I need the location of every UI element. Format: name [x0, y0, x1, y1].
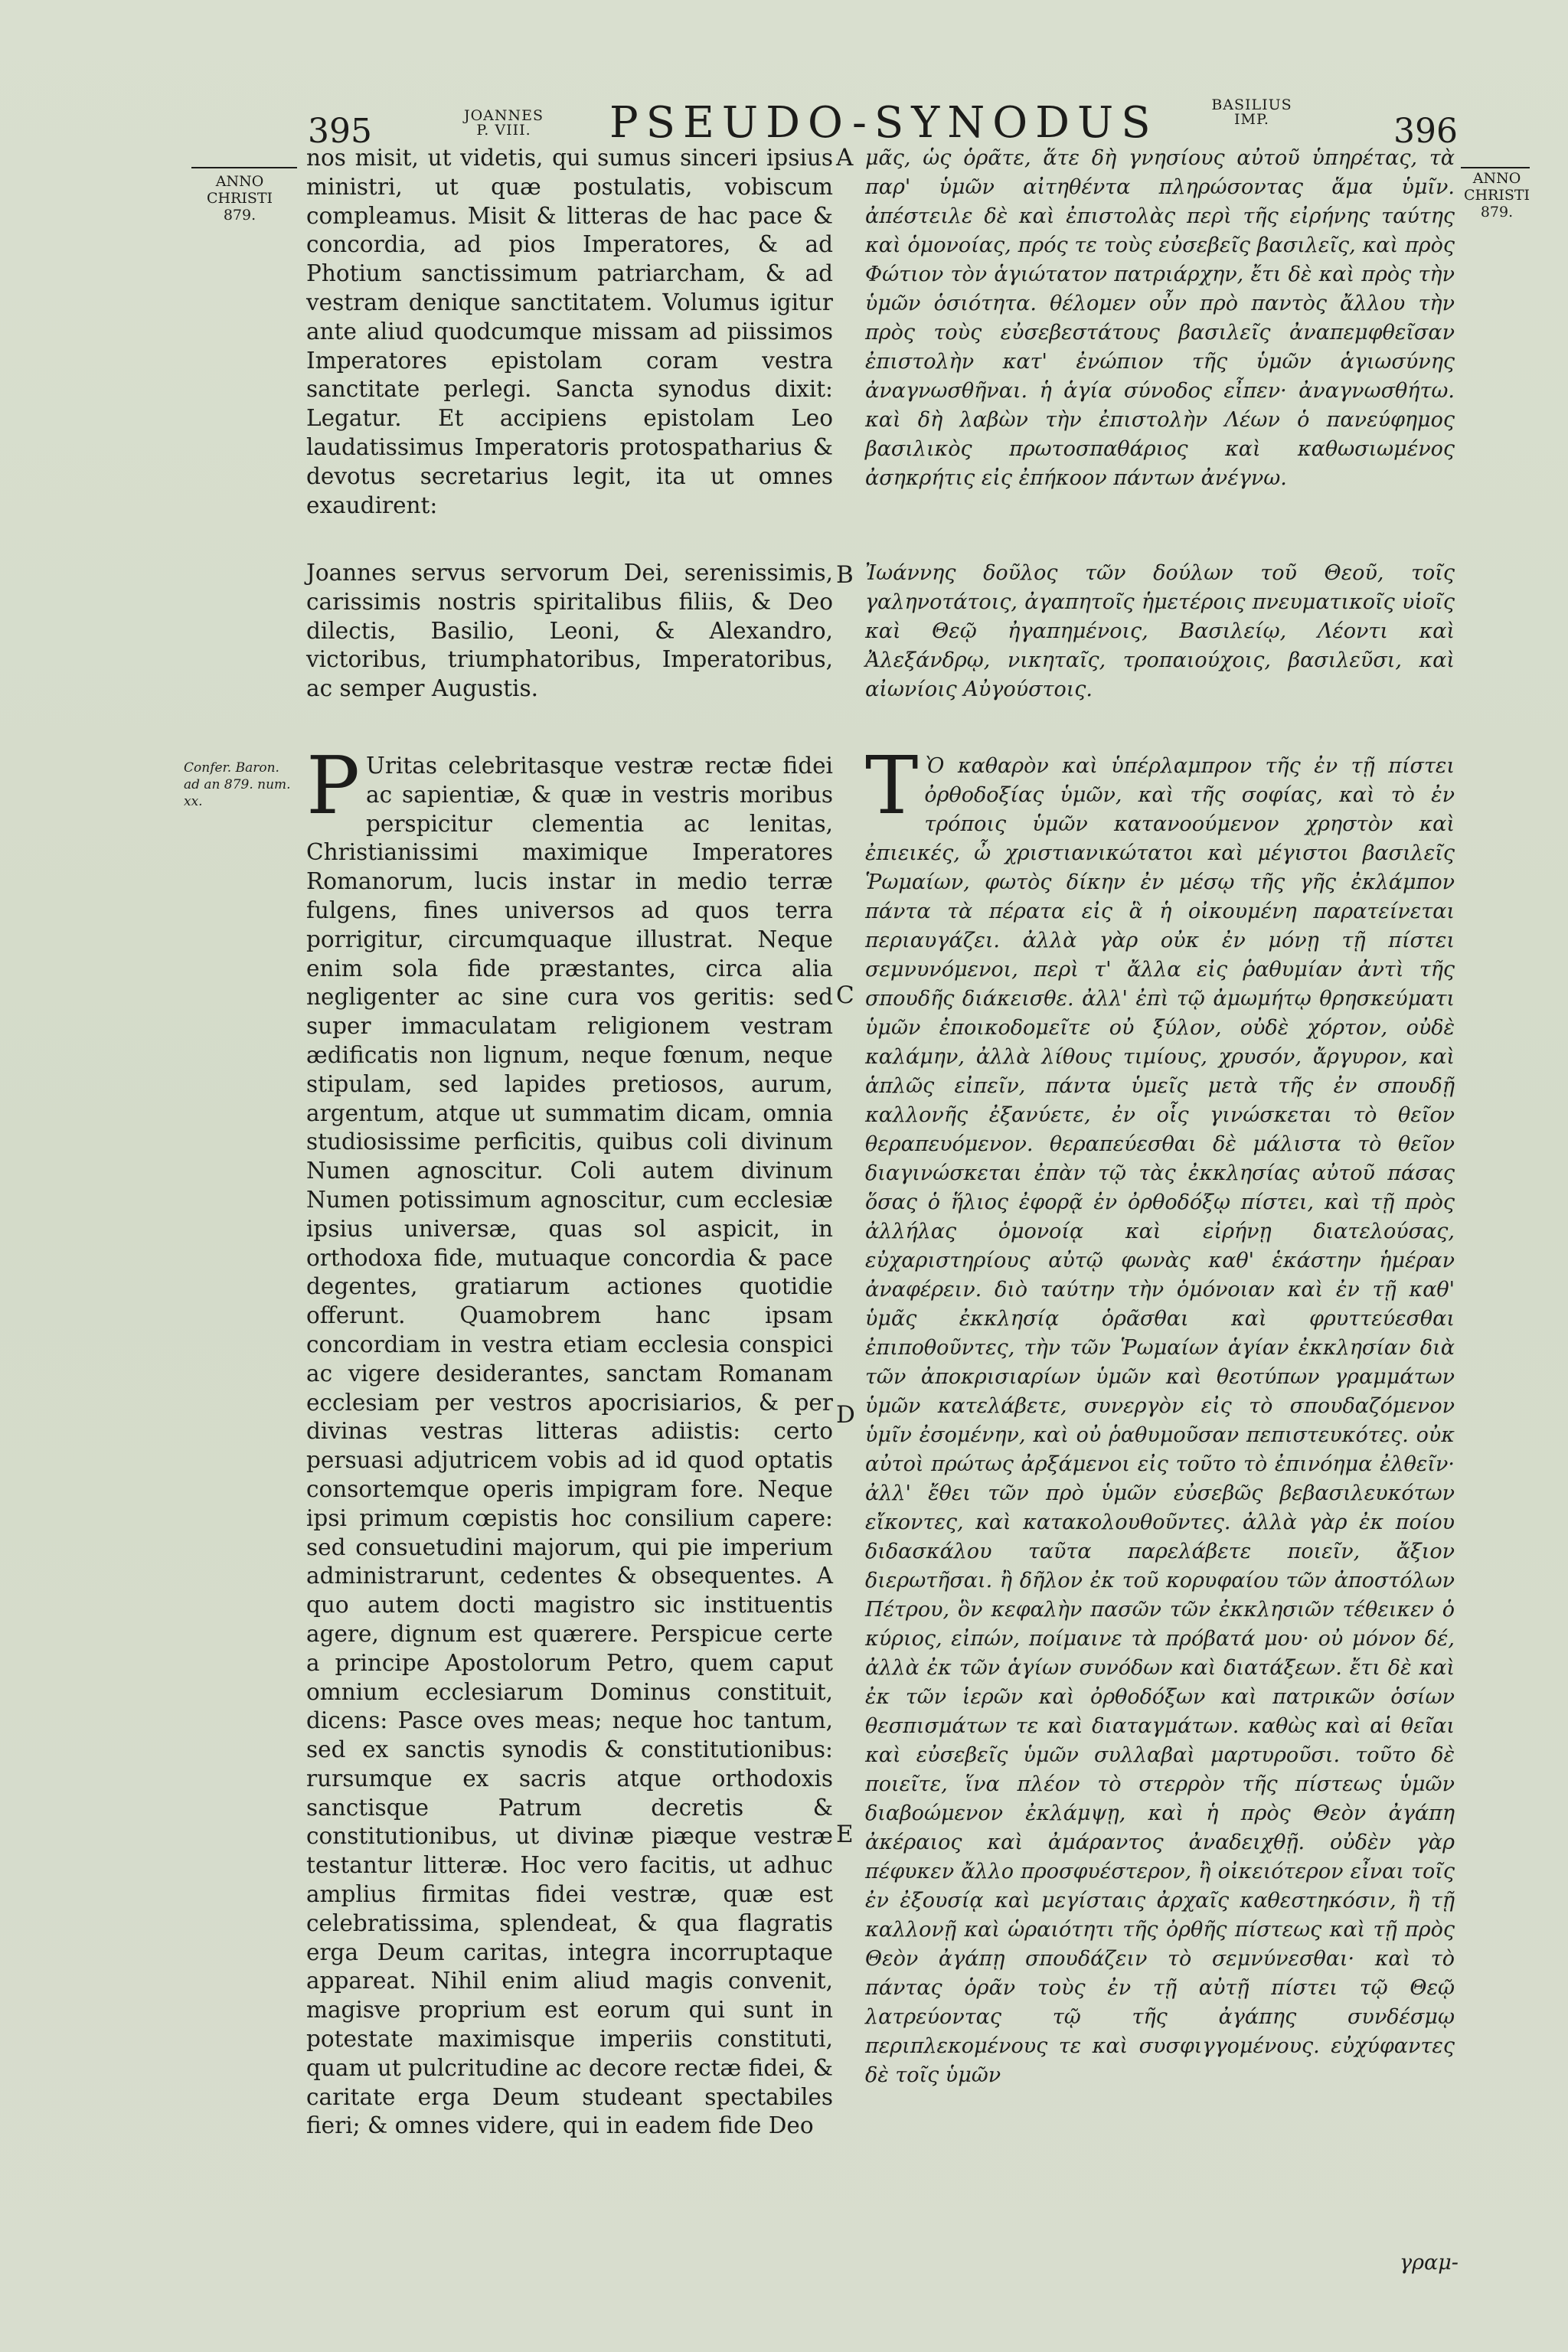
- section-marker-c: C: [836, 982, 854, 1009]
- margin-note-right: ANNO CHRISTI 879.: [1463, 170, 1530, 220]
- section-marker-a: A: [836, 144, 854, 172]
- greek-text-1: μᾶς, ὡς ὁρᾶτε, ἅτε δὴ γνησίους αὐτοῦ ὑπηρέτας, τὰ παρ' ὑμῶν αἰτηθέντα πληρώσοντας ἅμα ὑμῖν. ἀπέστειλε δὲ καὶ ἐπιστολὰς περὶ τῆς εἰρήνης ταύτης καὶ ὁμονοίας, πρός τε τοὺς εὐσεβεῖς βασιλεῖς, καὶ πρὸς Φώτιον τὸν ἁγιώτατον πατριάρχην, ἔτι δὲ καὶ πρὸς τὴν ὑμῶν ὁσιότητα. θέλομεν οὖν πρὸ παντὸς ἄλλου τὴν πρὸς τοὺς εὐσεβεστάτους βασιλεῖς ἀναπεμφθεῖσαν ἐπιστολὴν κατ' ἐνώπιον τῆς ὑμῶν ἁγιωσύνης ἀναγνωσθῆναι. ἡ ἁγία σύνοδος εἶπεν· ἀναγνωσθήτω. καὶ δὴ λαβὼν τὴν ἐπιστολὴν Λέων ὁ πανεύφημος βασιλικὸς πρωτοσπαθάριος καὶ καθωσιωμένος ἀσηκρήτις εἰς ἐπήκοον πάντων ἀνέγνω.: [865, 146, 1455, 490]
- latin-text-2: Joannes servus servorum Dei, serenissimis, carissimis nostris spiritalibus filiis, & Deo dilectis, Basilio, Leoni, & Alexandro, victoribus, triumphatoribus, Imperatoribus, ac semper Augustis.: [306, 560, 833, 702]
- catchword: γραμ-: [1400, 2251, 1459, 2275]
- greek-text-2: Ἰωάννης δοῦλος τῶν δούλων τοῦ Θεοῦ, τοῖς γαληνοτάτοις, ἀγαπητοῖς ἡμετέροις πνευματικοῖς υἱοῖς καὶ Θεῷ ἠγαπημένοις, Βασιλείῳ, Λέοντι καὶ Ἀλεξάνδρῳ, νικηταῖς, τροπαιούχοις, βασιλεῦσι, καὶ αἰωνίοις Αὐγούστοις.: [865, 561, 1455, 701]
- running-head-right: BASILIUS IMP.: [1211, 96, 1292, 128]
- greek-text-3: Ὸ καθαρὸν καὶ ὑπέρλαμπρον τῆς ἐν τῇ πίστει ὀρθοδοξίας ὑμῶν, καὶ τῆς σοφίας, καὶ τὸ ἐν τρόποις ὑμῶν κατανοούμενον χρηστὸν καὶ ἐπιεικές, ὦ χριστιανικώτατοι καὶ μέγιστοι βασιλεῖς Ῥωμαίων, φωτὸς δίκην ἐν μέσῳ τῆς γῆς ἐκλάμπον πάντα τὰ πέρατα εἰς ἃ ἡ οἰκουμένη παρατείνεται περιαυγάζει. ἀλλὰ γὰρ οὐκ ἐν μόνῃ τῇ πίστει σεμνυνόμενοι, περὶ τ' ἄλλα εἰς ῥαθυμίαν ἀντὶ τῆς σπουδῆς διάκεισθε. ἀλλ' ἐπὶ τῷ ἀμωμήτῳ θρησκεύματι ὑμῶν ἐποικοδομεῖτε οὐ ξύλον, οὐδὲ χόρτον, οὐδὲ καλάμην, ἀλλὰ λίθους τιμίους, χρυσόν, ἄργυρον, καὶ ἁπλῶς εἰπεῖν, πάντα ὑμεῖς μετὰ τῆς ἐν σπουδῇ καλλονῆς ἐξανύετε, ἐν οἷς γινώσκεται τὸ θεῖον θεραπευόμενον. θεραπεύεσθαι δὲ μάλιστα τὸ θεῖον διαγινώσκεται ἐπὰν τῷ τὰς ἐκκλησίας αὐτοῦ πάσας ὅσας ὁ ἥλιος ἐφορᾷ ἐν ὀρθοδόξῳ πίστει, καὶ τῇ πρὸς ἀλλήλας ὁμονοίᾳ καὶ εἰρήνῃ διατελούσας, εὐχαριστηρίους αὐτῷ φωνὰς καθ' ἑκάστην ἡμέραν ἀναφέρειν. διὸ ταύτην τὴν ὁμόνοιαν καὶ ἐν τῇ καθ' ὑμᾶς ἐκκλησίᾳ ὁρᾶσθαι καὶ φρυττεύεσθαι ἐπιποθοῦντες, τὴν τῶν Ῥωμαίων ἁγίαν ἐκκλησίαν διὰ τῶν ἀποκρισιαρίων ὑμῶν καὶ θεοτύπων γραμμάτων ὑμῶν κατελάβετε, συνεργὸν εἰς τὸ σπουδαζόμενον ὑμῖν ἐσομένην, καὶ οὐ ῥαθυμοῦσαν πεπιστευκότες. οὐκ αὐτοὶ πρώτως ἀρξάμενοι εἰς τοῦτο τὸ ἐπινόημα ἐλθεῖν· ἀλλ' ἔθει τῶν πρὸ ὑμῶν εὐσεβῶς βεβασιλευκότων εἴκοντες, καὶ κατακολουθοῦντες. ἀλλὰ γὰρ ἐκ ποίου διδασκάλου ταῦτα παρελάβετε ποιεῖν, ἄξιον διερωτῆσαι. ἢ δῆλον ἐκ τοῦ κορυφαίου τῶν ἀποστόλων Πέτρου, ὃν κεφαλὴν πασῶν τῶν ἐκκλησιῶν τέθεικεν ὁ κύριος, εἰπών, ποίμαινε τὰ πρόβατά μου· οὐ μόνον δέ, ἀλλὰ ἐκ τῶν ἁγίων συνόδων καὶ διατάξεων. ἔτι δὲ καὶ ἐκ τῶν ἱερῶν καὶ ὀρθοδόξων καὶ πατρικῶν ὁσίων θεσπισμάτων τε καὶ διαταγμάτων. καθὼς καὶ αἱ θεῖαι καὶ εὐσεβεῖς ὑμῶν συλλαβαὶ μαρτυροῦσι. τοῦτο δὲ ποιεῖτε, ἵνα πλέον τὸ στερρὸν τῆς πίστεως ὑμῶν διαβοώμενον ἐκλάμψῃ, καὶ ἡ πρὸς Θεὸν ἀγάπη ἀκέραιος καὶ ἀμάραντος ἀναδειχθῇ. οὐδὲν γὰρ πέφυκεν ἄλλο προσφυέστερον, ἢ οἰκειότερον εἶναι τοῖς ἐν ἐξουσίᾳ καὶ μεγίσταις ἀρχαῖς καθεστηκόσιν, ἢ τῇ καλλονῇ καὶ ὡραιότητι τῆς ὀρθῆς πίστεως καὶ τῇ πρὸς Θεὸν ἀγάπῃ σπουδάζειν τὸ σεμνύνεσθαι· καὶ τὸ πάντας ὁρᾶν τοὺς ἐν τῇ αὐτῇ πίστει τῷ Θεῷ λατρεύοντας τῷ τῆς ἀγάπης συνδέσμῳ περιπλεκομένους τε καὶ συσφιγγομένους. εὐχύφαντες δὲ τοῖς ὑμῶν: [865, 754, 1455, 2087]
- section-marker-b: B: [836, 561, 854, 589]
- section-marker-d: D: [836, 1401, 855, 1429]
- margin-citation: Confer. Baron. ad an 879. num. xx.: [184, 760, 291, 809]
- header-rule-left: [191, 167, 297, 168]
- header-rule-right: [1461, 167, 1530, 168]
- section-marker-e: E: [836, 1821, 854, 1848]
- running-head-left: JOANNES P. VIII.: [463, 107, 544, 139]
- page-number-left: 395: [308, 112, 372, 151]
- latin-drop-cap: P: [306, 739, 360, 832]
- latin-text-1: nos misit, ut videtis, qui sumus sinceri ipsius ministri, ut quæ postulatis, vobiscum compleamus. Misit & litteras de hac pace & concordia, ad pios Imperatores, & ad Photium sanctissimum patriarcham, & ad vestram denique sanctitatem. Volumus igitur ante aliud quodcumque missam ad piissimos Imperatores epistolam coram vestra sanctitate perlegi. Sancta synodus dixit: Legatur. Et accipiens epistolam Leo laudatissimus Imperatoris protospatharius & devotus secretarius legit, ita ut omnes exaudirent:: [306, 145, 833, 518]
- latin-text-3: Uritas celebritasque vestræ rectæ fidei ac sapientiæ, & quæ in vestris moribus perspicitur clementia ac lenitas, Christianissimi maximique Imperatores Romanorum, lucis instar in medio terræ fulgens, fines universos ad quos terra porrigitur, circumquaque illustrat. Neque enim sola fide præstantes, circa alia negligenter ac sine cura vos geritis: sed super immaculatam religionem vestram ædificatis non lignum, neque fœnum, neque stipulam, sed lapides pretiosos, aurum, argentum, atque ut summatim dicam, omnia studiosissime perficitis, quibus coli divinum Numen agnoscitur. Coli autem divinum Numen potissimum agnoscitur, cum ecclesiæ ipsius universæ, quas sol aspicit, in orthodoxa fide, mutuaque concordia & pace degentes, gratiarum actiones quotidie offerunt. Quamobrem hanc ipsam concordiam in vestra etiam ecclesia conspici ac vigere desiderantes, sanctam Romanam ecclesiam per vestros apocrisiarios, & per divinas vestras litteras adiistis: certo persuasi adjutricem vobis ad id quod optatis consortemque operis impigram fore. Neque ipsi primum cœpistis hoc consilium capere: sed consuetudini majorum, qui pie imperium administrarunt, cedentes & obsequentes. A quo autem docti magistro sic instituentis agere, dignum est quærere. Perspicue certe a principe Apostolorum Petro, quem caput omnium ecclesiarum Dominus constituit, dicens: Pasce oves meas; neque hoc tantum, sed ex sanctis synodis & constitutionibus: rursumque ex sacris atque orthodoxis sanctisque Patrum decretis & constitutionibus, ut divinæ piæque vestræ testantur litteræ. Hoc vero facitis, ut adhuc amplius firmitas fidei vestræ, quæ est celebratissima, splendeat, & qua flagratis erga Deum caritas, integra incorruptaque appareat. Nihil enim aliud magis convenit, magisve proprium est eorum qui sunt in potestate maximisque imperiis constituti, quam ut pulcritudine ac decore rectæ fidei, & caritate erga Deum studeant spectabiles fieri; & omnes videre, qui in eadem fide Deo: [306, 753, 833, 2139]
- latin-paragraph-1: [306, 144, 833, 520]
- greek-paragraph-3: [865, 739, 1455, 2090]
- page-number-right: 396: [1393, 112, 1458, 151]
- greek-paragraph-2: [865, 559, 1455, 704]
- page-title: PSEUDO-SYNODUS: [609, 98, 1158, 148]
- greek-paragraph-1: [865, 144, 1455, 493]
- greek-drop-cap: Τ: [865, 739, 919, 832]
- latin-paragraph-2: [306, 559, 833, 704]
- margin-note-left: ANNO CHRISTI 879.: [206, 173, 273, 224]
- latin-paragraph-3: [306, 739, 833, 2141]
